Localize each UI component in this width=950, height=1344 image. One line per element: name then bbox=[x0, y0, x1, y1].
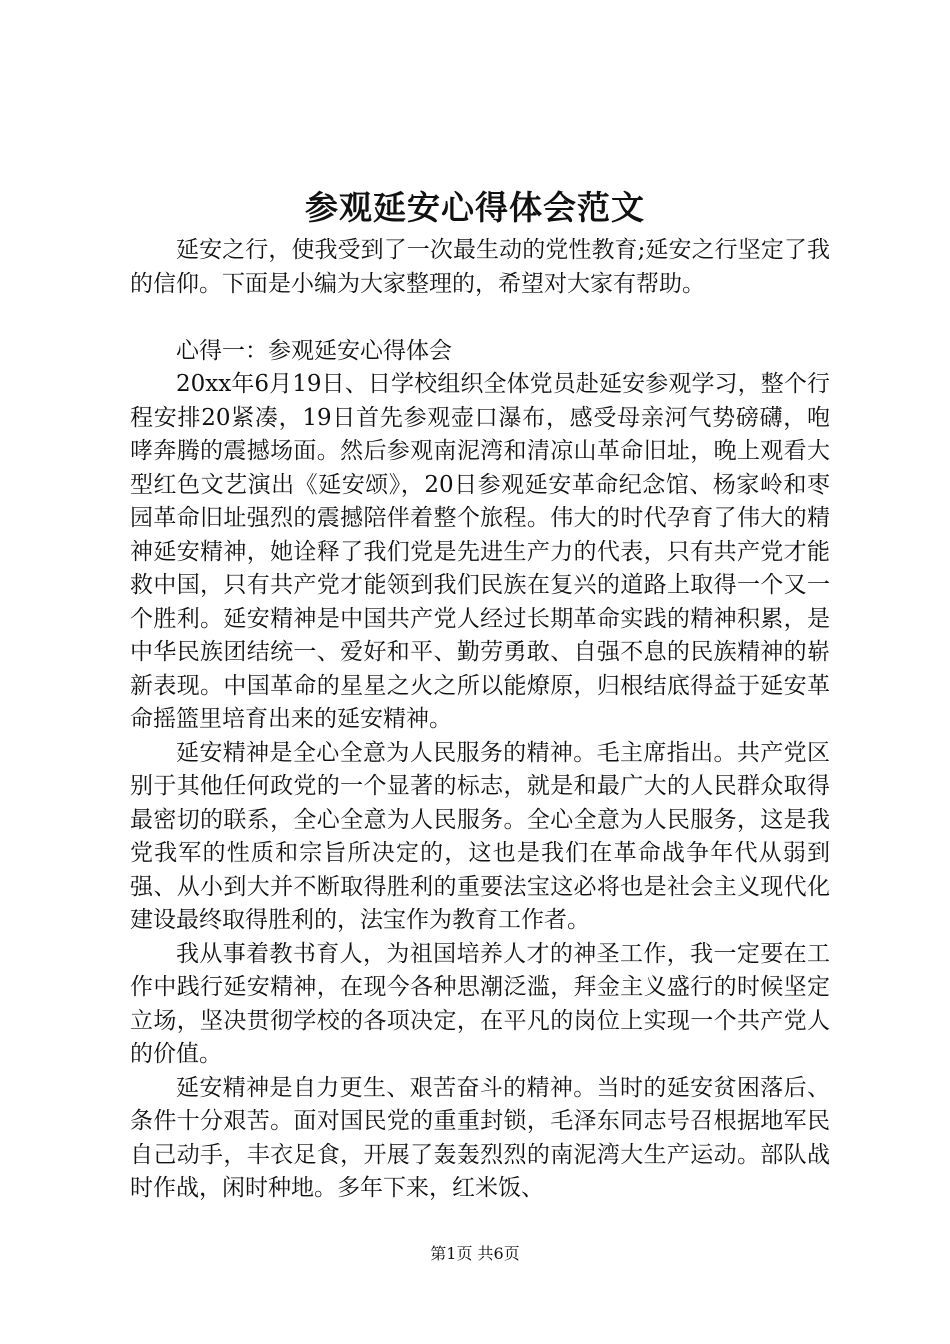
body-paragraph-3: 我从事着教书育人，为祖国培养人才的神圣工作，我一定要在工作中践行延安精神，在现今各种思潮泛滥，拜金主义盛行的时候坚定立场，坚决贯彻学校的各项决定，在平凡的岗位上实现一个共产党人的价值。 bbox=[130, 940, 830, 1067]
intro-paragraph: 延安之行，使我受到了一次最生动的党性教育;延安之行坚定了我的信仰。下面是小编为大家整理的，希望对大家有帮助。 bbox=[130, 237, 830, 297]
page-footer: 第1页 共6页 bbox=[430, 1244, 520, 1263]
body-paragraph-4: 延安精神是自力更生、艰苦奋斗的精神。当时的延安贫困落后、条件十分艰苦。面对国民党的重重封锁，毛泽东同志号召根据地军民自己动手，丰衣足食，开展了轰轰烈烈的南泥湾大生产运动。部队战时作战，闲时种地。多年下来，红米饭、 bbox=[130, 1074, 830, 1201]
body-paragraph-2: 延安精神是全心全意为人民服务的精神。毛主席指出。共产党区别于其他任何政党的一个显著的标志，就是和最广大的人民群众取得最密切的联系，全心全意为人民服务。全心全意为人民服务，这是我党我军的性质和宗旨所决定的，这也是我们在革命战争年代从弱到强、从小到大并不断取得胜利的重要法宝这必将也是社会主义现代化建设最终取得胜利的，法宝作为教育工作者。 bbox=[130, 739, 830, 933]
section-heading: 心得一：参观延安心得体会 bbox=[176, 337, 452, 364]
document-body bbox=[130, 234, 830, 1206]
document-title: 参观延安心得体会范文 bbox=[305, 188, 645, 227]
body-paragraph-1: 20xx年6月19日、日学校组织全体党员赴延安参观学习，整个行程安排20紧凑，19日首先参观壶口瀑布，感受母亲河气势磅礴，咆哮奔腾的震撼场面。然后参观南泥湾和清凉山革命旧址，晚上观看大型红色文艺演出《延安颂》，20日参观延安革命纪念馆、杨家岭和枣园革命旧址强烈的震撼陪伴着整个旅程。伟大的时代孕育了伟大的精神延安精神，她诠释了我们党是先进生产力的代表，只有共产党才能救中国，只有共产党才能领到我们民族在复兴的道路上取得一个又一个胜利。延安精神是中国共产党人经过长期革命实践的精神积累，是中华民族团结统一、爱好和平、勤劳勇敢、自强不息的民族精神的崭新表现。中国革命的星星之火之所以能燎原，归根结底得益于延安革命摇篮里培育出来的延安精神。 bbox=[130, 371, 830, 732]
